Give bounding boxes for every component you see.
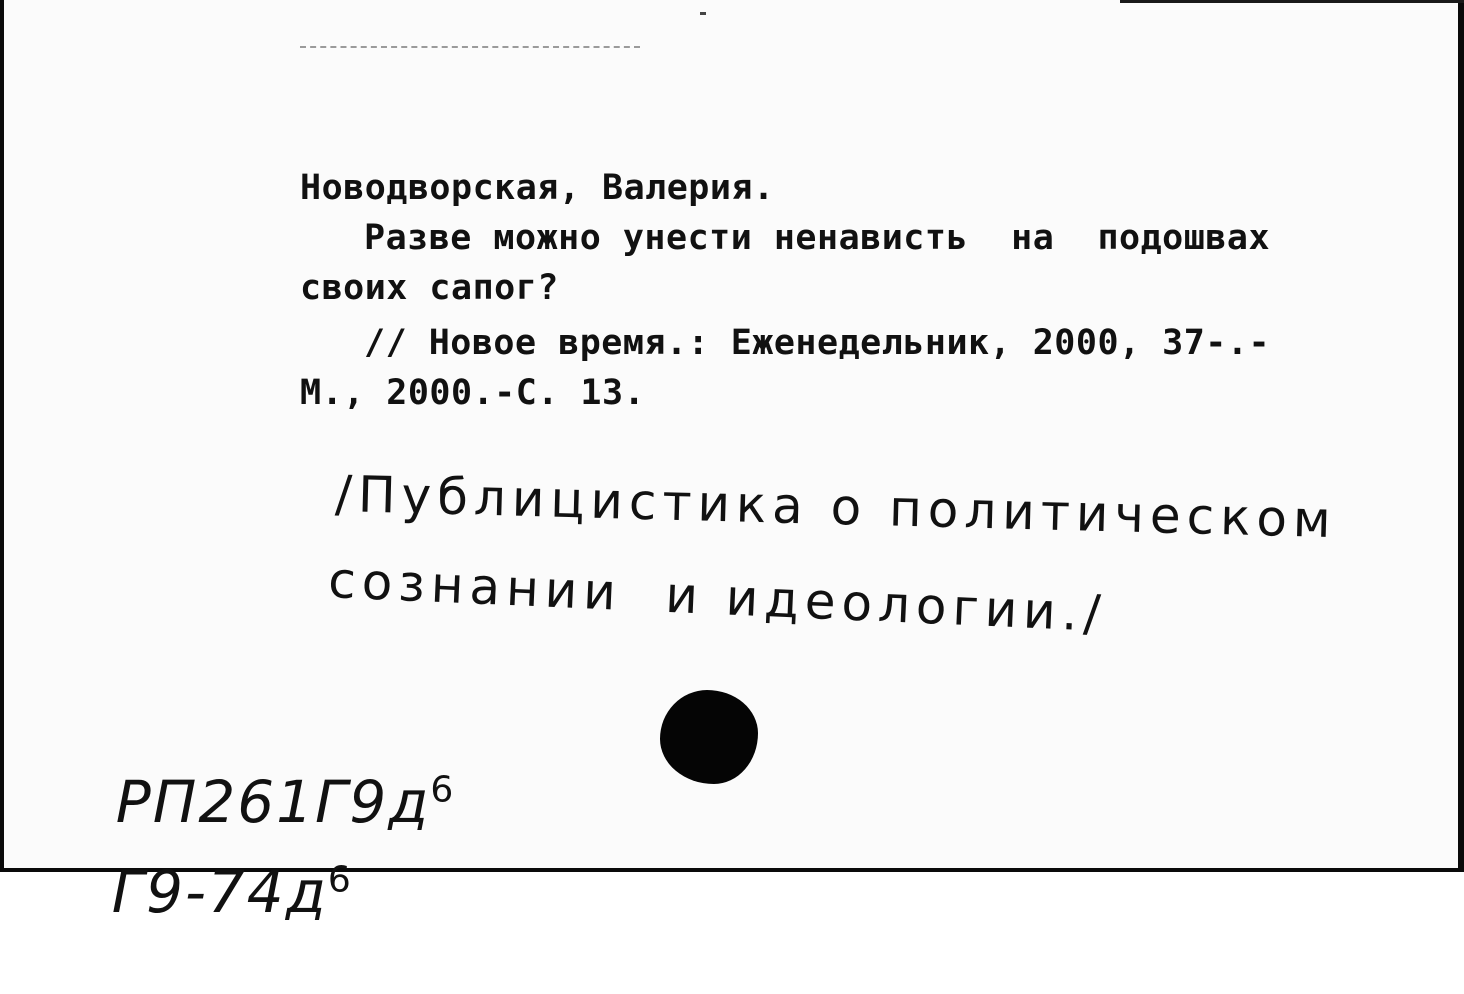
- card-edge-right: [1458, 0, 1464, 872]
- source-line-1: // Новое время.: Еженедельник, 2000, 37-.-: [364, 323, 1271, 363]
- subject-note-line-2: сознании и идеологии./: [327, 551, 1108, 643]
- shelfmark-2-text: Г9-74д: [111, 858, 328, 926]
- card-edge-left: [0, 0, 4, 872]
- scan-tick-mark: [700, 12, 706, 15]
- title-line-2: своих сапог?: [300, 268, 559, 308]
- author-line: Новодворская, Валерия.: [300, 168, 775, 208]
- scan-dash-line: [300, 46, 640, 48]
- subject-note-line-1: /Публицистика о политическом: [334, 464, 1338, 550]
- shelfmark-1-sup: 6: [430, 769, 456, 811]
- shelfmark-1-text: РП261Г9д: [115, 768, 431, 836]
- shelfmark-2: [30, 790, 353, 994]
- shelfmark-2-sup: 6: [327, 859, 353, 901]
- title-line-1: Разве можно унести ненависть на подошвах: [364, 218, 1271, 258]
- source-line-2: М., 2000.-С. 13.: [300, 373, 646, 413]
- card-edge-top: [1120, 0, 1464, 3]
- punch-hole: [660, 690, 758, 784]
